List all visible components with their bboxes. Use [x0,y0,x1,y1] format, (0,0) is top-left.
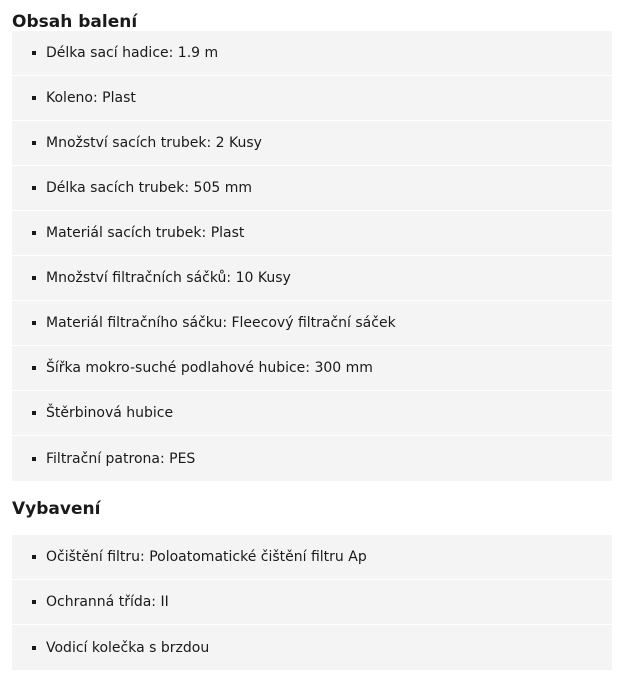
list-item-text: Vodicí kolečka s brzdou [46,639,210,656]
list-item [12,211,612,256]
list-item-text: Materiál filtračního sáčku: Fleecový filtrační sáček [46,315,396,331]
list-item [12,391,612,436]
list-item [12,121,612,166]
section-title: Obsah balení [12,12,138,32]
list-item [12,256,612,301]
bullet-icon [32,96,36,100]
list-item [12,301,612,346]
section-title: Vybavení [12,499,101,519]
list-item-text: Filtrační patrona: PES [46,450,196,467]
bullet-icon [32,276,36,280]
list-item-text: Množství filtračních sáčků: 10 Kusy [46,270,291,286]
bullet-icon [32,321,36,325]
spec-list [12,535,612,670]
list-item [12,625,612,670]
bullet-icon [32,555,36,559]
list-item [12,166,612,211]
list-item-text: Koleno: Plast [46,90,136,106]
bullet-icon [32,231,36,235]
bullet-icon [32,600,36,604]
bullet-icon [32,411,36,415]
list-item [12,580,612,625]
bullet-icon [32,457,36,461]
section-equipment [0,481,632,670]
bullet-icon [32,646,36,650]
bullet-icon [32,141,36,145]
list-item [12,535,612,580]
list-item [12,436,612,481]
list-item [12,31,612,76]
list-item [12,76,612,121]
list-item-text: Délka sací hadice: 1.9 m [46,45,219,61]
list-item-text: Ochranná třída: II [46,594,169,610]
bullet-icon [32,186,36,190]
list-item-text: Šířka mokro-suché podlahové hubice: 300 mm [46,360,373,376]
list-item-text: Očištění filtru: Poloatomatické čištění filtru Ap [46,549,367,565]
list-item-text: Délka sacích trubek: 505 mm [46,180,252,196]
list-item [12,346,612,391]
list-item-text: Materiál sacích trubek: Plast [46,225,245,241]
list-item-text: Množství sacích trubek: 2 Kusy [46,135,262,151]
spec-list [12,31,612,481]
bullet-icon [32,366,36,370]
list-item-text: Štěrbinová hubice [46,405,174,421]
bullet-icon [32,51,36,55]
